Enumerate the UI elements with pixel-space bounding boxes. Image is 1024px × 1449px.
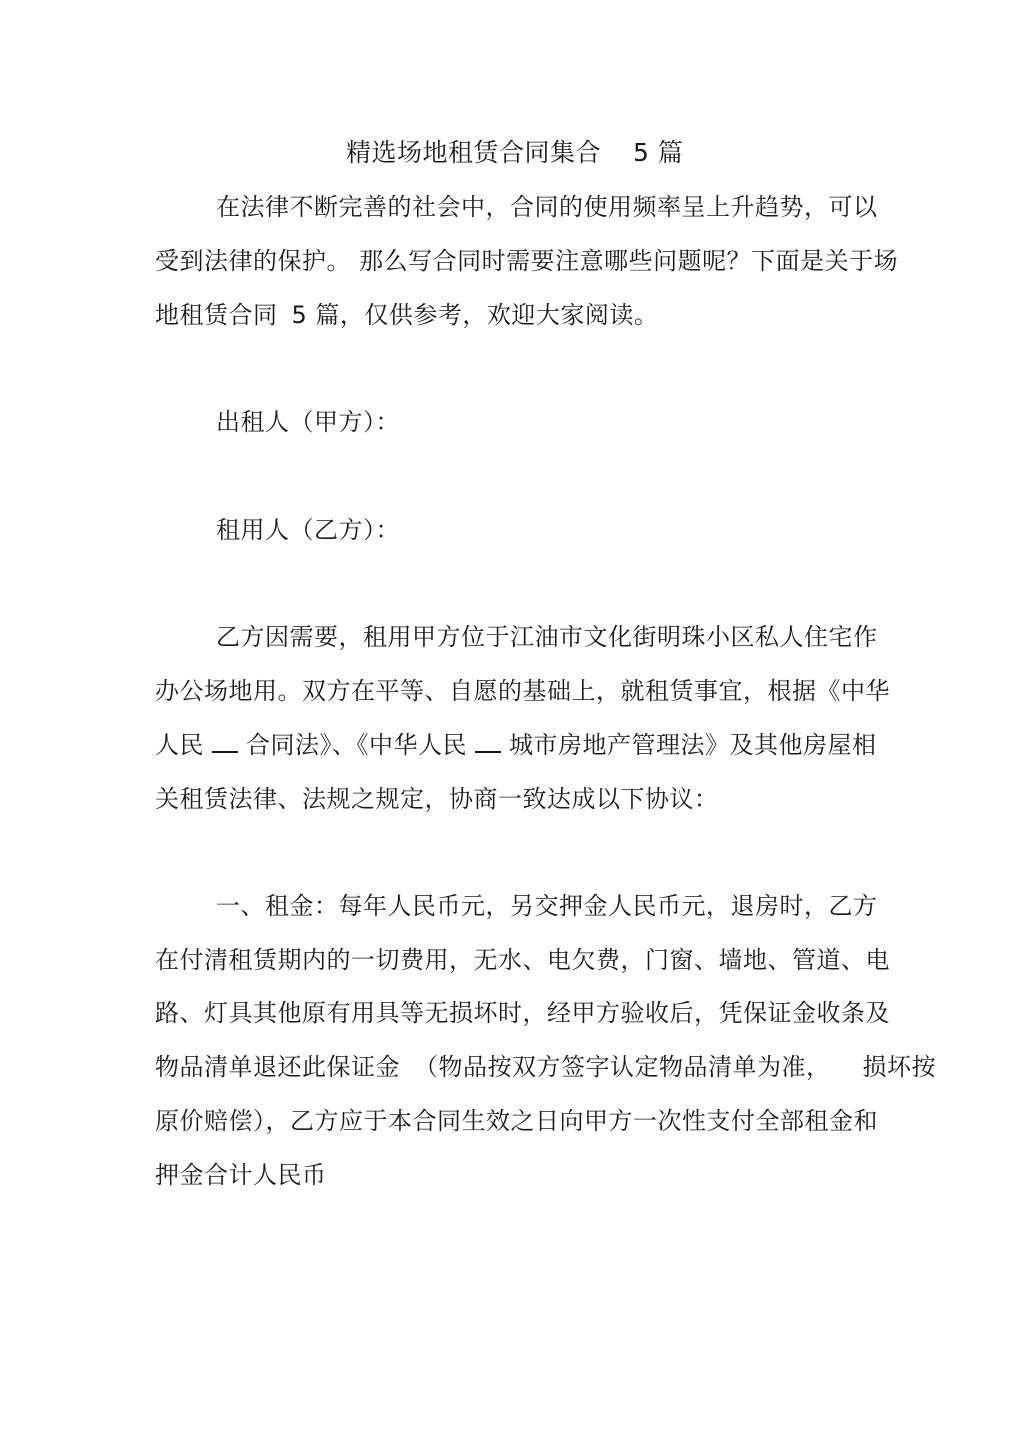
title-number: 5 篇	[633, 138, 684, 167]
clause1-line-1: 一、租金：每年人民币元，另交押金人民币元，退房时，乙方	[216, 892, 878, 920]
preamble-line-3	[155, 731, 877, 759]
blank-underline	[212, 733, 238, 753]
clause1-line-6: 押金合计人民币	[155, 1161, 327, 1189]
document-title	[346, 139, 683, 167]
blank-underline	[475, 733, 501, 753]
clause1-line-4-a: 物品清单退还此保证金	[155, 1053, 400, 1081]
intro-line-3-b: 5 篇，仅供参考，欢迎大家阅读。	[291, 301, 659, 329]
preamble-line-3-b: 合同法》、《中华人民	[246, 731, 467, 759]
intro-line-3-a: 地租赁合同	[155, 301, 278, 329]
preamble-line-2: 办公场地用。双方在平等、自愿的基础上，就租赁事宜，根据《中华	[155, 677, 890, 705]
preamble-line-3-c: 城市房地产管理法》及其他房屋相	[509, 731, 877, 759]
preamble-line-3-a: 人民	[155, 731, 204, 759]
lessee-label: 租用人（乙方）：	[216, 516, 400, 544]
clause1-line-4-c: 损坏按	[862, 1053, 936, 1081]
clause1-line-2: 在付清租赁期内的一切费用，无水、电欠费，门窗、墙地、管道、电	[155, 946, 890, 974]
clause1-line-3: 路、灯具其他原有用具等无损坏时，经甲方验收后，凭保证金收条及	[155, 999, 890, 1027]
lessor-label: 出租人（甲方）：	[216, 408, 400, 436]
clause1-line-4-b: （物品按双方签字认定物品清单为准，	[414, 1053, 831, 1081]
clause1-line-5: 原价赔偿），乙方应于本合同生效之日向甲方一次性支付全部租金和	[155, 1107, 878, 1135]
clause1-line-4	[155, 1053, 936, 1081]
intro-line-1: 在法律不断完善的社会中，合同的使用频率呈上升趋势，可以	[216, 193, 878, 221]
intro-line-3	[155, 301, 658, 329]
title-text: 精选场地租赁合同集合	[346, 138, 602, 167]
intro-line-2: 受到法律的保护。 那么写合同时需要注意哪些问题呢？下面是关于场	[155, 247, 899, 275]
preamble-line-1: 乙方因需要，租用甲方位于江油市文化街明珠小区私人住宅作	[216, 623, 878, 651]
preamble-line-4: 关租赁法律、法规之规定，协商一致达成以下协议：	[155, 785, 719, 813]
